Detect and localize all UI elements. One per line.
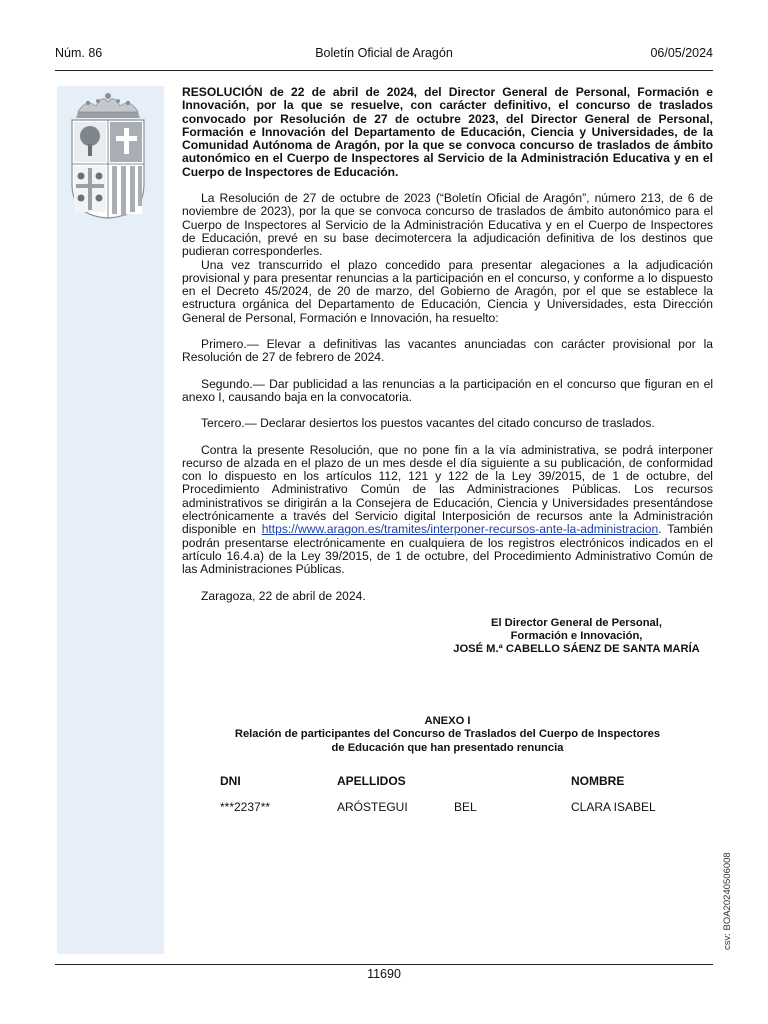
header-divider xyxy=(55,70,713,71)
column-header-dni: DNI xyxy=(220,774,241,789)
signature-name: JOSÉ M.ª CABELLO SÁENZ DE SANTA MARÍA xyxy=(453,642,700,655)
signature-block xyxy=(182,617,713,656)
paragraph-primero: Primero.— Elevar a definitivas las vacantes anunciadas con carácter provisional por la Resolución de 27 de febrero de 2024. xyxy=(182,337,713,365)
document-body xyxy=(182,86,713,825)
annex-heading xyxy=(182,715,713,756)
page-number: 11690 xyxy=(367,967,401,981)
place-date: Zaragoza, 22 de abril de 2024. xyxy=(201,588,366,603)
paragraph-segundo: Segundo.— Dar publicidad a las renuncias a la participación en el concurso que figuran en el anexo I, causando baja en la convocatoria. xyxy=(182,376,713,404)
paragraph-antecedentes: La Resolución de 27 de octubre de 2023 (“Boletín Oficial de Aragón”, número 213, de 6 de noviembre de 2023), por la que se convoca concurso de traslados de ámbito autonómico para el Cuerpo de Inspectores al Servicio de la Administración Educativa y en el Cuerpo de Inspectores de Educación, prevé en su base decimotercera la adjudicación definitiva de los destinos que pudieran corresponderles. xyxy=(182,191,713,259)
cell-dni: ***2237** xyxy=(220,800,271,815)
cell-nombre: CLARA ISABEL xyxy=(571,800,656,815)
column-header-nombre: NOMBRE xyxy=(571,774,625,789)
publication-title: Boletín Oficial de Aragón xyxy=(315,46,453,60)
cell-apellido-1: ARÓSTEGUI xyxy=(337,800,408,815)
resolution-title: RESOLUCIÓN de 22 de abril de 2024, del Director General de Personal, Formación e Innovación, por la que se resuelve, con carácter definitivo, el concurso de traslados convocado por Resolución de 27 de octubre 2023, del Director General de Personal, Formación e Innovación del Departamento de Educación, Ciencia y Universidades, de la Comunidad Autónoma de Aragón, por la que se convoca concurso de traslados de ámbito autonómico en el Cuerpo de Inspectores al Servicio de la Administración Educativa y en el Cuerpo de Inspectores de Educación. xyxy=(182,85,713,179)
annex-subtitle-2: de Educación que han presentado renuncia xyxy=(331,741,564,754)
issue-number: Núm. 86 xyxy=(55,46,103,60)
paragraph-fundamentos: Una vez transcurrido el plazo concedido para presentar alegaciones a la adjudicación provisional y para presentar renuncias a la participación en el concurso, y conforme a lo dispuesto en el Decreto 45/2024, de 20 de marzo, del Gobierno de Aragón, por el que se establece la estructura orgánica del Departamento de Educación, Ciencia y Universidades, esta Dirección General de Personal, Formación e Innovación, ha resuelto: xyxy=(182,257,713,325)
page-header xyxy=(55,46,713,64)
recursos-link[interactable]: https://www.aragon.es/tramites/interponer-recursos-ante-la-administracion xyxy=(261,522,659,537)
paragraph-recurso xyxy=(182,444,713,577)
column-header-apellidos: APELLIDOS xyxy=(337,774,406,789)
annex-title: ANEXO I xyxy=(424,714,471,727)
publication-date: 06/05/2024 xyxy=(650,46,713,60)
recurso-text-a: Contra la presente Resolución, que no pone fin a la vía administrativa, se podrá interponer recurso de alzada en el plazo de un mes desde el día siguiente a su publicación, de conformidad con lo dispuesto en los artículos 112, 121 y 122 de la Ley 39/2015, de 1 de octubre, del Procedimiento Administrativo Común de las Administraciones Públicas. Los recursos administrativos se dirigirán a la Consejera de Educación, Ciencia y Universidades presentándose electrónicamente a través del Servicio digital Interposición de recursos ante la Administración disponible en xyxy=(182,442,713,537)
signature-line-2: Formación e Innovación, xyxy=(510,629,643,642)
annex-table xyxy=(182,775,713,825)
csv-code: csv: BOA20240506008 xyxy=(722,852,733,950)
signature-line-1: El Director General de Personal, xyxy=(491,616,662,629)
aragon-coat-of-arms-icon xyxy=(66,92,150,220)
annex-subtitle-1: Relación de participantes del Concurso de Traslados del Cuerpo de Inspectores xyxy=(234,728,661,741)
footer-divider xyxy=(55,964,713,965)
paragraph-tercero: Tercero.— Declarar desiertos los puestos vacantes del citado concurso de traslados. xyxy=(201,416,655,431)
recurso-text-b: . También podrán presentarse electrónicamente en cualquiera de los registros electrónicos indicados en el artículo 16.4.a) de la Ley 39/2015, de 1 de octubre, del Procedimiento Administrativo Común de las Administraciones Públicas. xyxy=(182,522,713,577)
cell-apellido-2: BEL xyxy=(454,800,477,815)
